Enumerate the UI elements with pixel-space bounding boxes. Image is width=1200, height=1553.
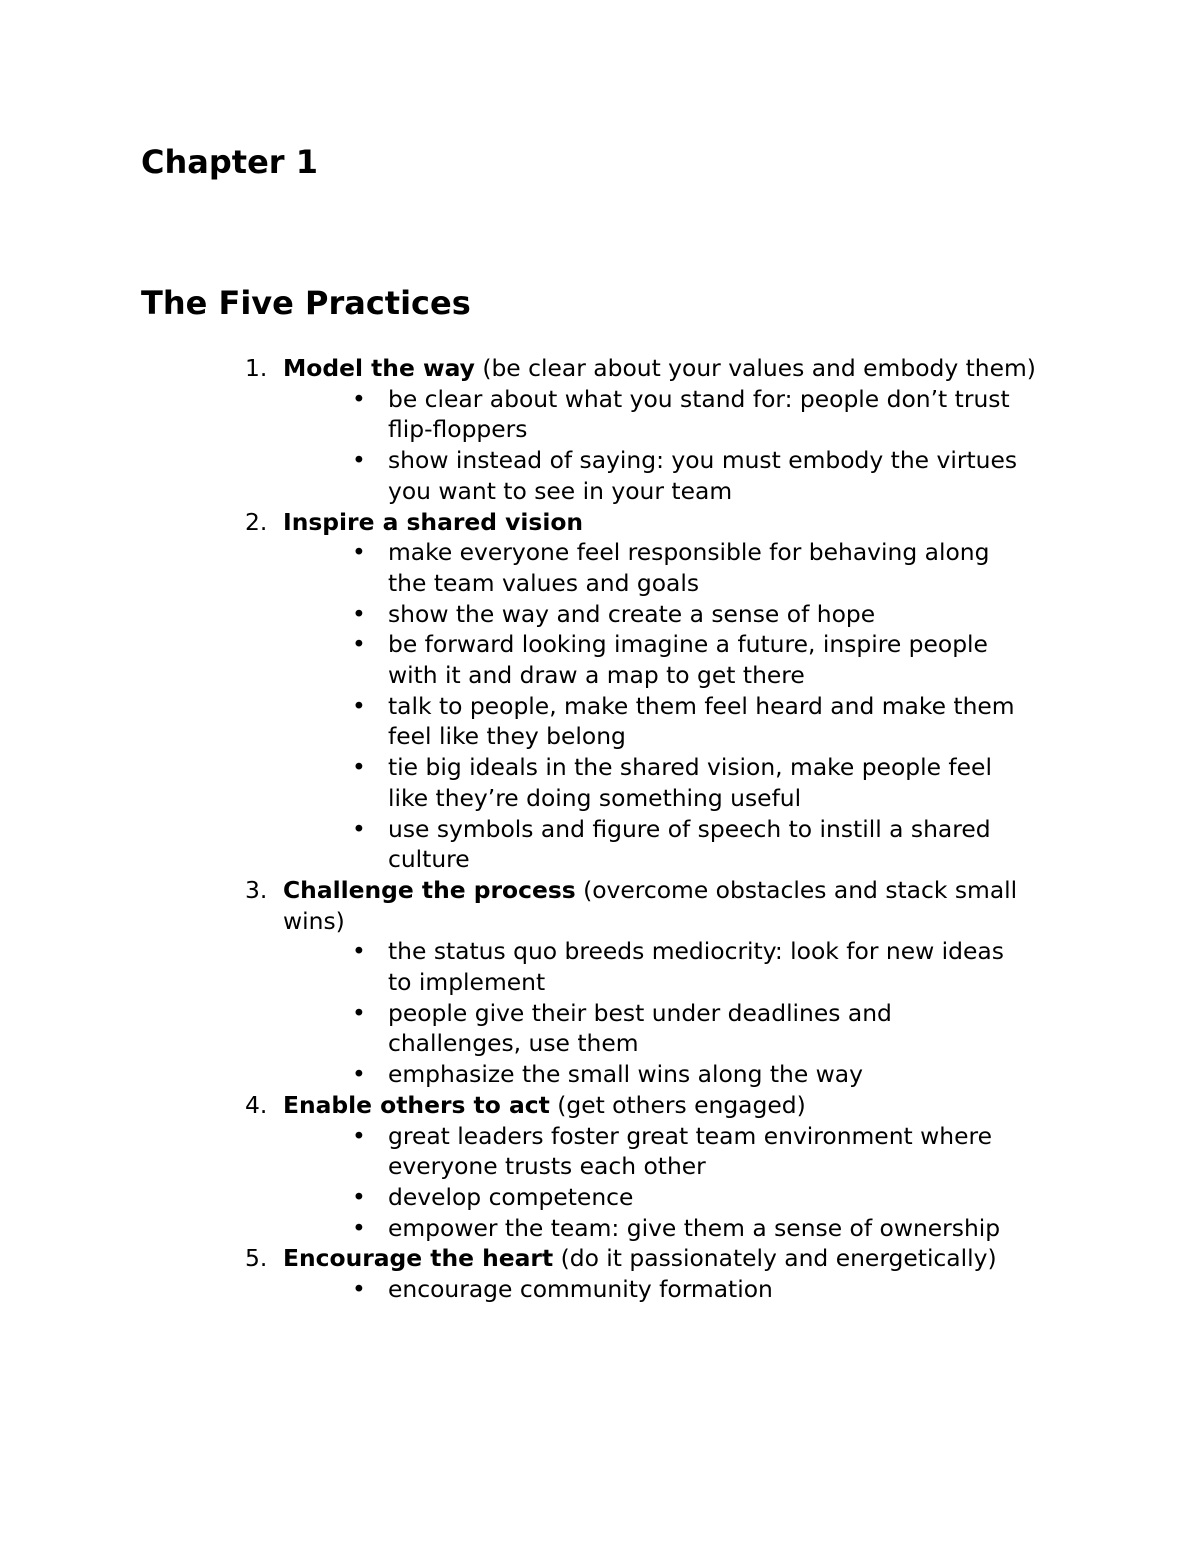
point-text: be forward looking imagine a future, inspire people with it and draw a map to get there <box>388 630 988 690</box>
list-item <box>352 936 1028 997</box>
practice-heading <box>283 353 1055 384</box>
practice-detail: (do it passionately and energetically) <box>553 1244 997 1273</box>
practice-heading <box>283 1243 1055 1274</box>
practice-item <box>245 507 1055 875</box>
section-title: The Five Practices <box>141 284 471 322</box>
point-text: emphasize the small wins along the way <box>388 1060 863 1089</box>
chapter-title: Chapter 1 <box>141 143 318 181</box>
list-item <box>352 691 1028 752</box>
practice-detail: (overcome obstacles and stack small wins) <box>283 875 1018 935</box>
bullet-icon: • <box>352 753 366 782</box>
point-list <box>283 384 1055 507</box>
practice-name: Challenge the process <box>283 875 576 904</box>
practice-name: Inspire a shared vision <box>283 507 584 536</box>
list-item <box>352 1182 1028 1213</box>
point-text: the status quo breeds mediocrity: look for new ideas to implement <box>388 937 1004 997</box>
point-text: great leaders foster great team environment where everyone trusts each other <box>388 1121 992 1181</box>
practice-heading <box>283 507 1055 538</box>
practice-name: Encourage the heart <box>283 1244 554 1273</box>
bullet-icon: • <box>352 599 366 628</box>
practice-list <box>245 353 1055 1305</box>
point-list <box>283 936 1055 1090</box>
list-item <box>352 998 1028 1059</box>
point-text: make everyone feel responsible for behaving along the team values and goals <box>388 538 990 597</box>
point-list <box>283 1121 1055 1244</box>
bullet-icon: • <box>352 446 366 475</box>
bullet-icon: • <box>352 384 366 413</box>
bullet-icon: • <box>352 814 366 843</box>
practice-detail: (be clear about your values and embody them) <box>474 354 1036 382</box>
point-text: show the way and create a sense of hope <box>388 599 876 628</box>
point-text: people give their best under deadlines and challenges, use them <box>388 998 892 1058</box>
practice-item <box>245 1090 1055 1244</box>
bullet-icon: • <box>352 1121 366 1150</box>
practice-item <box>245 875 1055 1090</box>
list-item <box>352 629 1028 690</box>
point-text: develop competence <box>388 1182 634 1211</box>
list-item <box>352 599 1028 630</box>
practice-number: 1. <box>245 354 268 382</box>
list-item <box>352 1059 1028 1090</box>
point-text: tie big ideals in the shared vision, make people feel like they’re doing something useful <box>388 753 992 812</box>
practice-name: Enable others to act <box>283 1090 550 1119</box>
practice-number: 4. <box>245 1090 268 1119</box>
practice-name: Model the way <box>283 354 475 382</box>
list-item <box>352 1213 1028 1244</box>
practice-heading <box>283 875 1055 936</box>
practice-heading <box>283 1090 1055 1121</box>
point-text: talk to people, make them feel heard and make them feel like they belong <box>388 691 1015 751</box>
bullet-icon: • <box>352 998 366 1027</box>
list-item <box>352 537 1028 598</box>
point-list <box>283 537 1055 875</box>
practice-number: 3. <box>245 875 268 904</box>
practice-item <box>245 353 1055 507</box>
list-item <box>352 1121 1028 1182</box>
point-text: encourage community formation <box>388 1275 773 1304</box>
bullet-icon: • <box>352 630 366 659</box>
list-item <box>352 814 1028 875</box>
point-list <box>283 1274 1055 1305</box>
bullet-icon: • <box>352 1182 366 1211</box>
practice-number: 5. <box>245 1244 268 1273</box>
bullet-icon: • <box>352 691 366 720</box>
bullet-icon: • <box>352 1275 366 1304</box>
practice-number: 2. <box>245 507 268 536</box>
list-item <box>352 752 1028 813</box>
bullet-icon: • <box>352 937 366 966</box>
practice-item <box>245 1243 1055 1304</box>
list-item <box>352 445 1028 506</box>
point-text: use symbols and figure of speech to instill a shared culture <box>388 814 991 874</box>
bullet-icon: • <box>352 1213 366 1242</box>
list-item <box>352 384 1028 445</box>
practice-detail: (get others engaged) <box>549 1090 806 1119</box>
point-text: empower the team: give them a sense of ownership <box>388 1213 1001 1242</box>
point-text: show instead of saying: you must embody the virtues you want to see in your team <box>388 446 1018 505</box>
point-text: be clear about what you stand for: people don’t trust flip-floppers <box>388 384 1010 444</box>
bullet-icon: • <box>352 538 366 567</box>
bullet-icon: • <box>352 1060 366 1089</box>
list-item <box>352 1274 1028 1305</box>
